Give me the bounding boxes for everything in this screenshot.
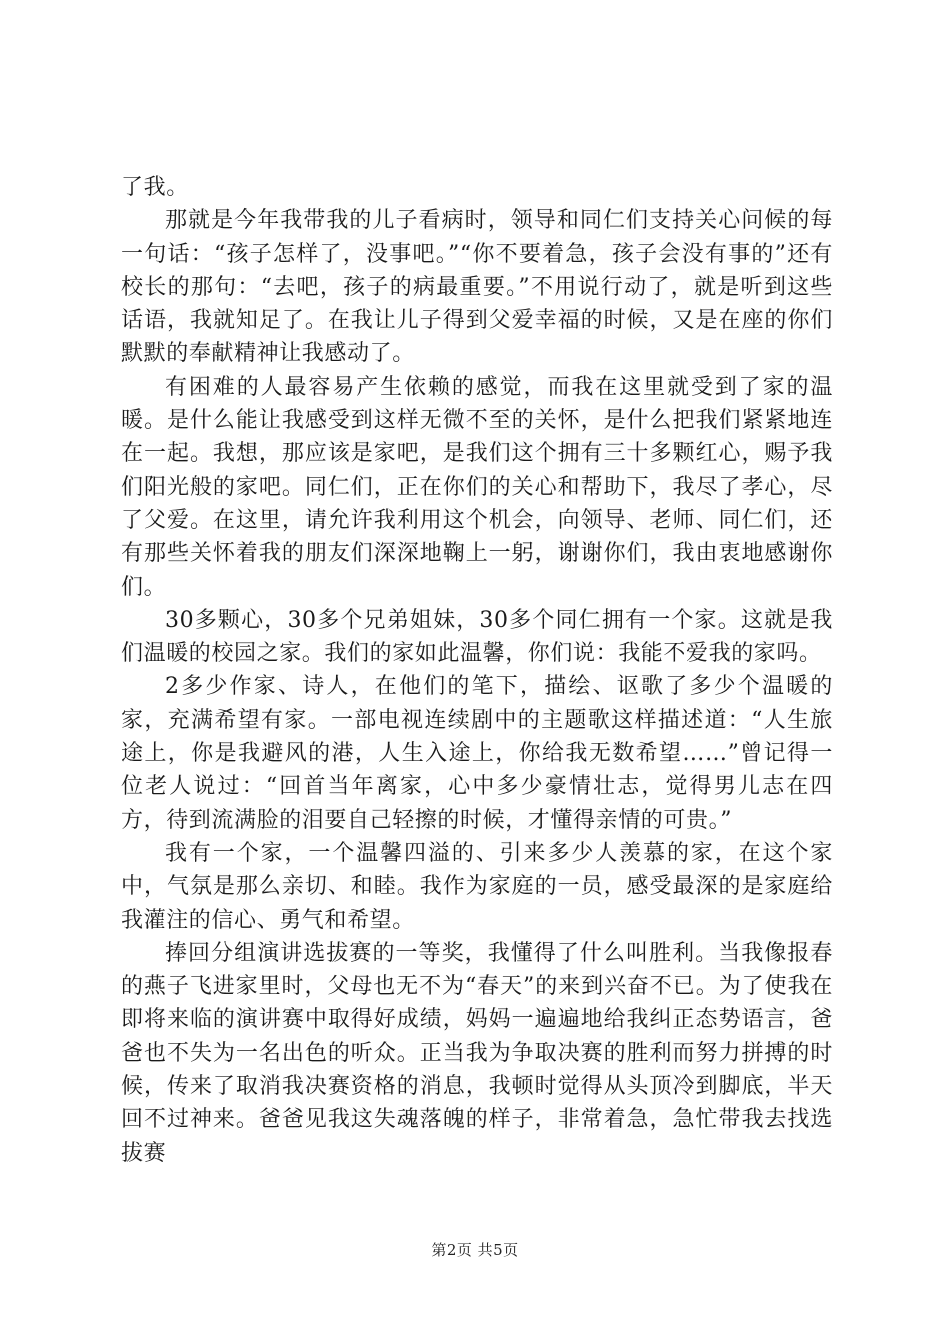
paragraph: 我有一个家，一个温馨四溢的、引来多少人羡慕的家，在这个家中，气氛是那么亲切、和睦。我作为家庭的一员，感受最深的是家庭给我灌注的信心、勇气和希望。: [121, 840, 833, 933]
paragraph: 2多少作家、诗人，在他们的笔下，描绘、讴歌了多少个温暖的家，充满希望有家。一部电视连续剧中的主题歌这样描述道：“人生旅途上，你是我避风的港，人生入途上，你给我无数希望……”曾记得一位老人说过：“回首当年离家，心中多少豪情壮志，觉得男儿志在四方，待到流满脸的泪要自己轻擦的时候，才懂得亲情的可贵。”: [121, 674, 833, 833]
paragraph: 捧回分组演讲选拔赛的一等奖，我懂得了什么叫胜利。当我像报春的燕子飞进家里时，父母也无不为“春天”的来到兴奋不已。为了使我在即将来临的演讲赛中取得好成绩，妈妈一遍遍地给我纠正态势语言，爸爸也不失为一名出色的听众。正当我为争取决赛的胜利而努力拼搏的时候，传来了取消我决赛资格的消息，我顿时觉得从头顶冷到脚底，半天回不过神来。爸爸见我这失魂落魄的样子，非常着急，急忙带我去找选拔赛: [121, 940, 833, 1166]
paragraph: 有困难的人最容易产生依赖的感觉，而我在这里就受到了家的温暖。是什么能让我感受到这样无微不至的关怀，是什么把我们紧紧地连在一起。我想，那应该是家吧，是我们这个拥有三十多颗红心，赐予我们阳光般的家吧。同仁们，正在你们的关心和帮助下，我尽了孝心，尽了父爱。在这里，请允许我利用这个机会，向领导、老师、同仁们，还有那些关怀着我的朋友们深深地鞠上一躬，谢谢你们，我由衷地感谢你们。: [121, 374, 833, 600]
paragraph-continuation: 了我。: [121, 175, 189, 200]
paragraph: 30多颗心，30多个兄弟姐妹，30多个同仁拥有一个家。这就是我们温暖的校园之家。我们的家如此温馨，你们说：我能不爱我的家吗。: [121, 607, 833, 667]
page-number-footer: 第2页 共5页: [431, 1241, 519, 1259]
paragraph: 那就是今年我带我的儿子看病时，领导和同仁们支持关心问候的每一句话：“孩子怎样了，没事吧。”“你不要着急，孩子会没有事的”还有校长的那句：“去吧，孩子的病最重要。”不用说行动了，就是听到这些话语，我就知足了。在我让儿子得到父爱幸福的时候，又是在座的你们默默的奉献精神让我感动了。: [121, 208, 833, 367]
document-body: [121, 171, 833, 1170]
